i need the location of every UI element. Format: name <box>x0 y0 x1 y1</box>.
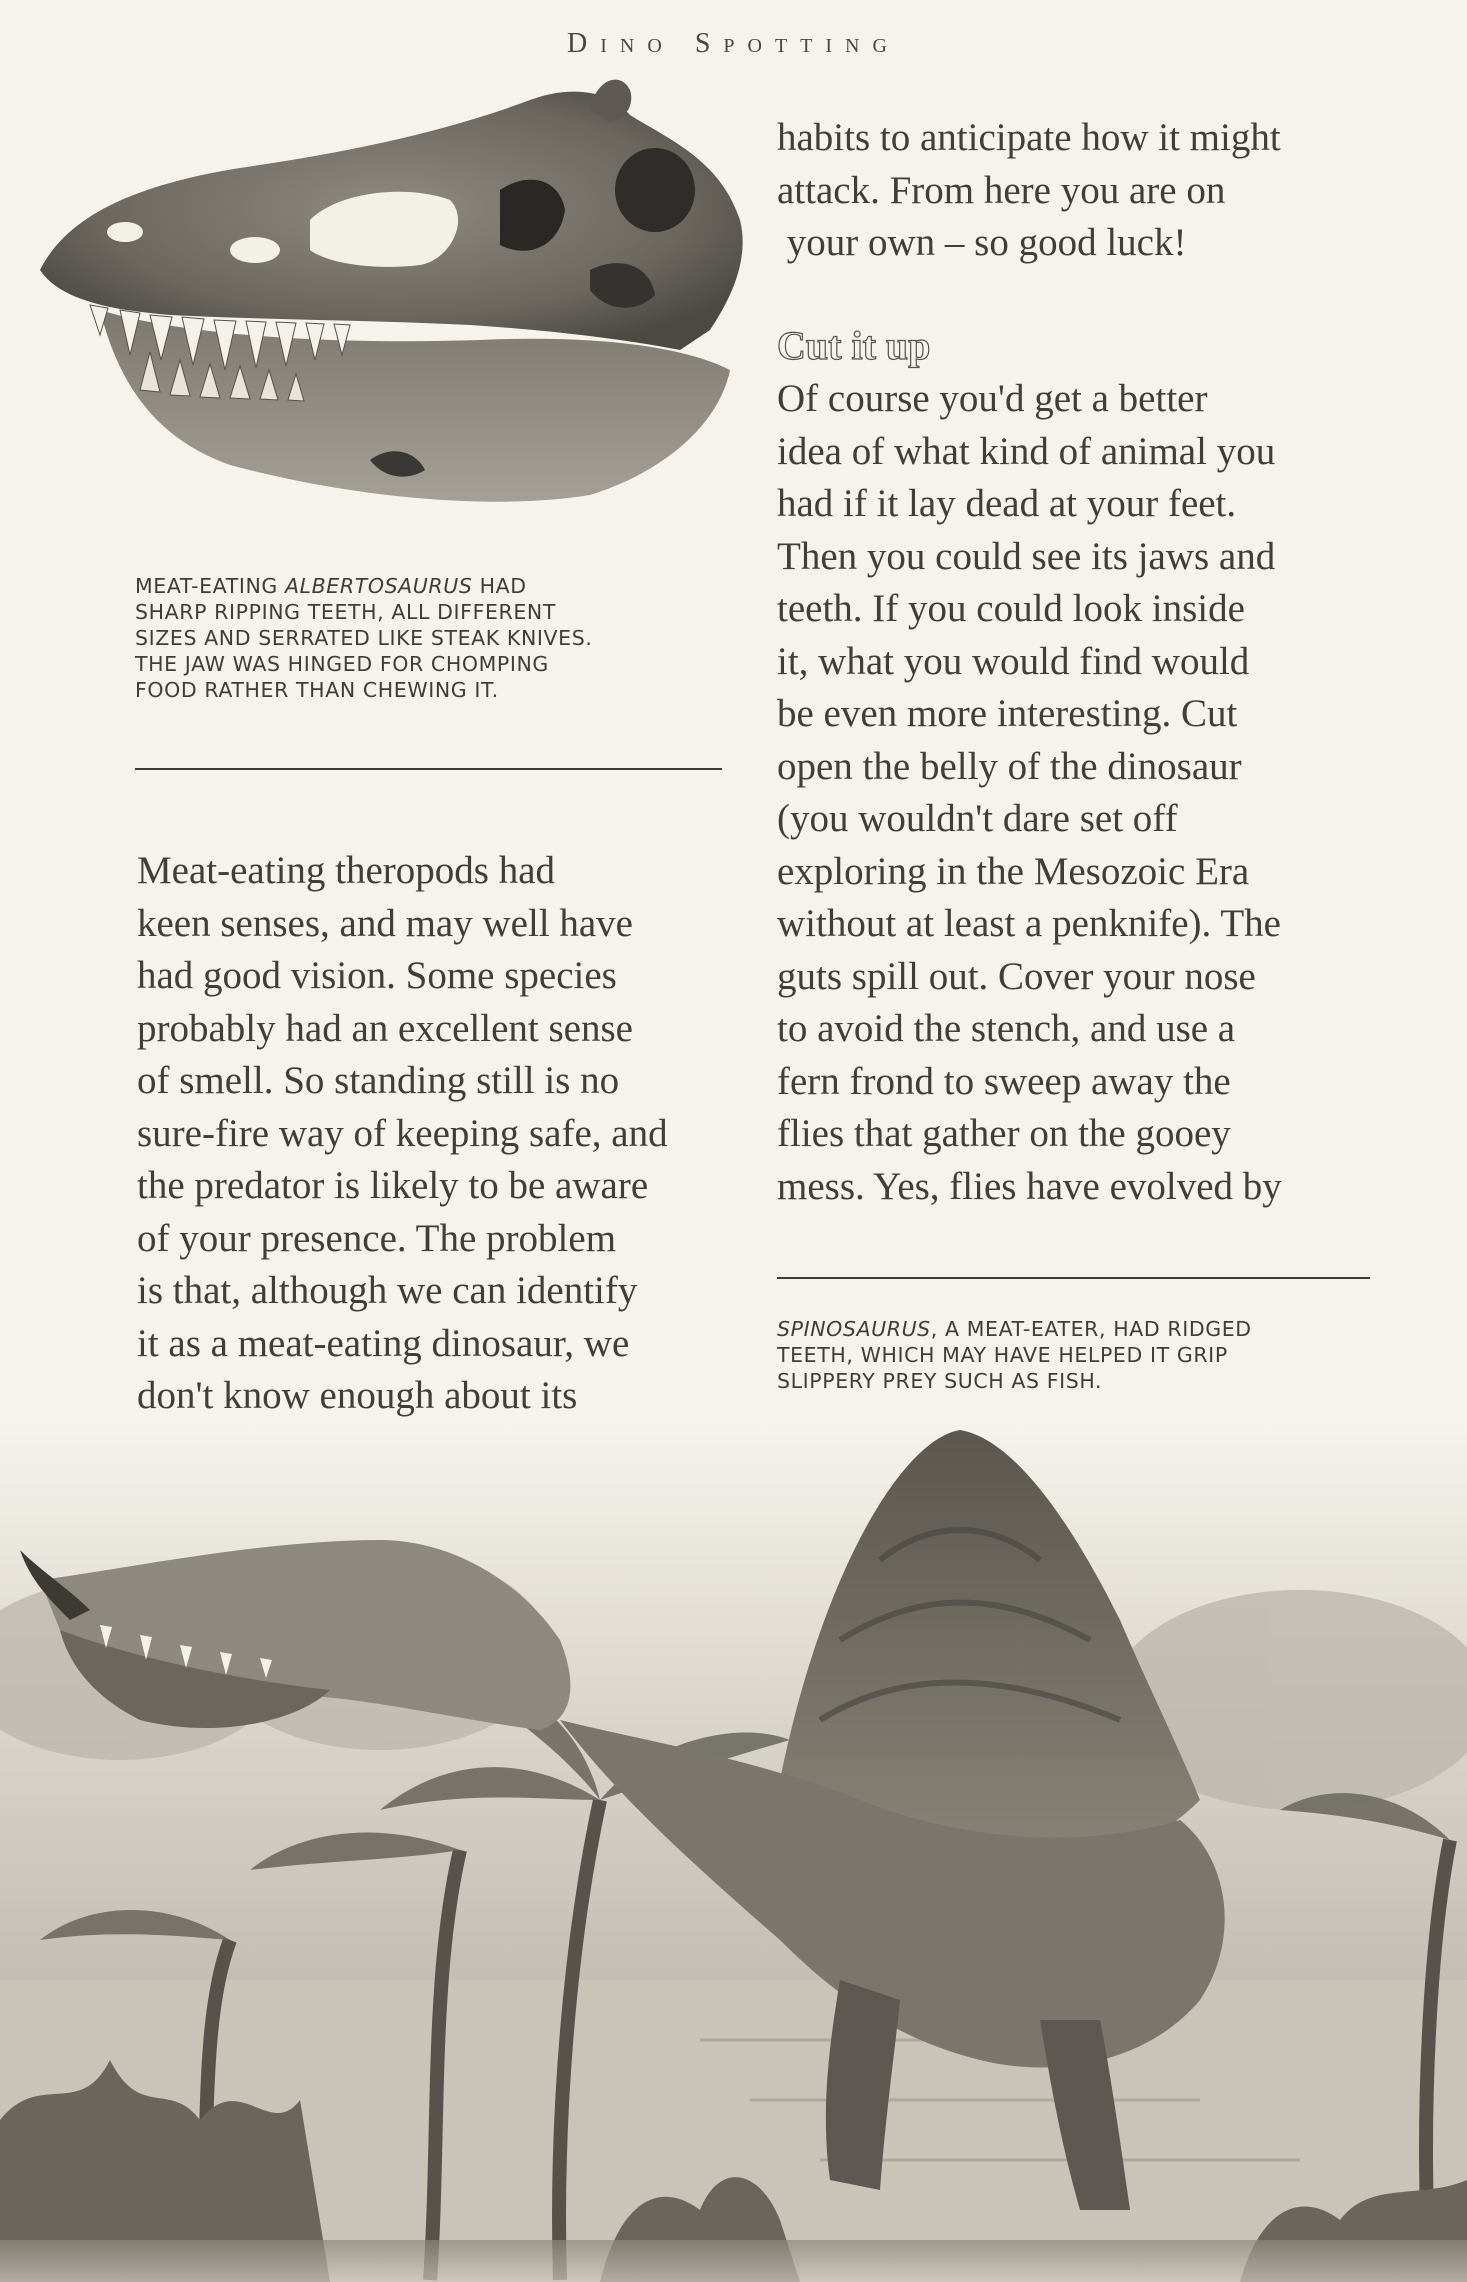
spino-caption-line: TEETH, WHICH MAY HAVE HELPED IT GRIP <box>777 1343 1228 1367</box>
text-line: open the belly of the dinosaur <box>777 744 1242 788</box>
spinosaurus-scene-illustration <box>0 1420 1467 2282</box>
text-line: teeth. If you could look inside <box>777 587 1245 630</box>
text-line: fern frond to sweep away the <box>777 1059 1231 1103</box>
spino-caption-line1-rest: , A MEAT-EATER, HAD RIDGED <box>930 1317 1252 1341</box>
text-line: (you wouldn't dare set off <box>777 797 1178 840</box>
right-column-top-text <box>777 112 1397 270</box>
text-line: your own – so good luck! <box>777 221 1187 264</box>
text-line: exploring in the Mesozoic Era <box>777 849 1250 893</box>
skull-caption-line: SHARP RIPPING TEETH, ALL DIFFERENT <box>135 600 556 624</box>
spino-caption-species: SPINOSAURUS <box>777 1317 931 1341</box>
text-line: probably had an excellent sense <box>137 1006 633 1050</box>
skull-caption-line: THE JAW WAS HINGED FOR CHOMPING <box>135 652 549 676</box>
text-line: don't know enough about its <box>137 1374 578 1417</box>
text-line: had if it lay dead at your feet. <box>777 482 1237 525</box>
text-line: idea of what kind of animal you <box>777 429 1276 473</box>
skull-caption-prefix: MEAT-EATING <box>135 574 285 598</box>
text-line: it as a meat-eating dinosaur, we <box>137 1321 630 1365</box>
text-line: Of course you'd get a better <box>777 377 1208 420</box>
skull-caption <box>135 573 735 703</box>
text-line: flies that gather on the gooey <box>777 1112 1231 1155</box>
divider-rule <box>777 1277 1370 1279</box>
divider-rule <box>135 768 722 770</box>
text-line: habits to anticipate how it might <box>777 116 1281 159</box>
spinosaurus-caption <box>777 1316 1377 1394</box>
text-line: Meat-eating theropods had <box>137 849 556 892</box>
spino-caption-line: SLIPPERY PREY SUCH AS FISH. <box>777 1369 1103 1393</box>
skull-caption-line: FOOD RATHER THAN CHEWING IT. <box>135 678 499 702</box>
text-line: without at least a penknife). The <box>777 902 1281 945</box>
text-line: the predator is likely to be aware <box>137 1164 649 1207</box>
text-line: of your presence. The problem <box>137 1216 617 1260</box>
left-column-text <box>137 845 737 1423</box>
text-line: sure-fire way of keeping safe, and <box>137 1111 668 1155</box>
text-line: Then you could see its jaws and <box>777 534 1276 578</box>
text-line: keen senses, and may well have <box>137 901 633 945</box>
section-subheading: Cut it up <box>777 323 931 368</box>
skull-caption-line: SIZES AND SERRATED LIKE STEAK KNIVES. <box>135 626 593 650</box>
right-column-main-text <box>777 373 1397 1213</box>
text-line: it, what you would find would <box>777 639 1250 683</box>
text-line: guts spill out. Cover your nose <box>777 954 1256 998</box>
text-line: to avoid the stench, and use a <box>777 1007 1236 1050</box>
text-line: mess. Yes, flies have evolved by <box>777 1164 1282 1208</box>
text-line: be even more interesting. Cut <box>777 692 1238 735</box>
albertosaurus-skull-photo <box>30 70 770 570</box>
text-line: is that, although we can identify <box>137 1269 638 1312</box>
skull-caption-line1-rest: HAD <box>472 574 527 598</box>
skull-caption-species: ALBERTOSAURUS <box>285 574 473 598</box>
text-line: attack. From here you are on <box>777 168 1226 212</box>
running-head: Dino Spotting <box>567 28 900 59</box>
text-line: had good vision. Some species <box>137 954 617 997</box>
text-line: of smell. So standing still is no <box>137 1059 620 1102</box>
